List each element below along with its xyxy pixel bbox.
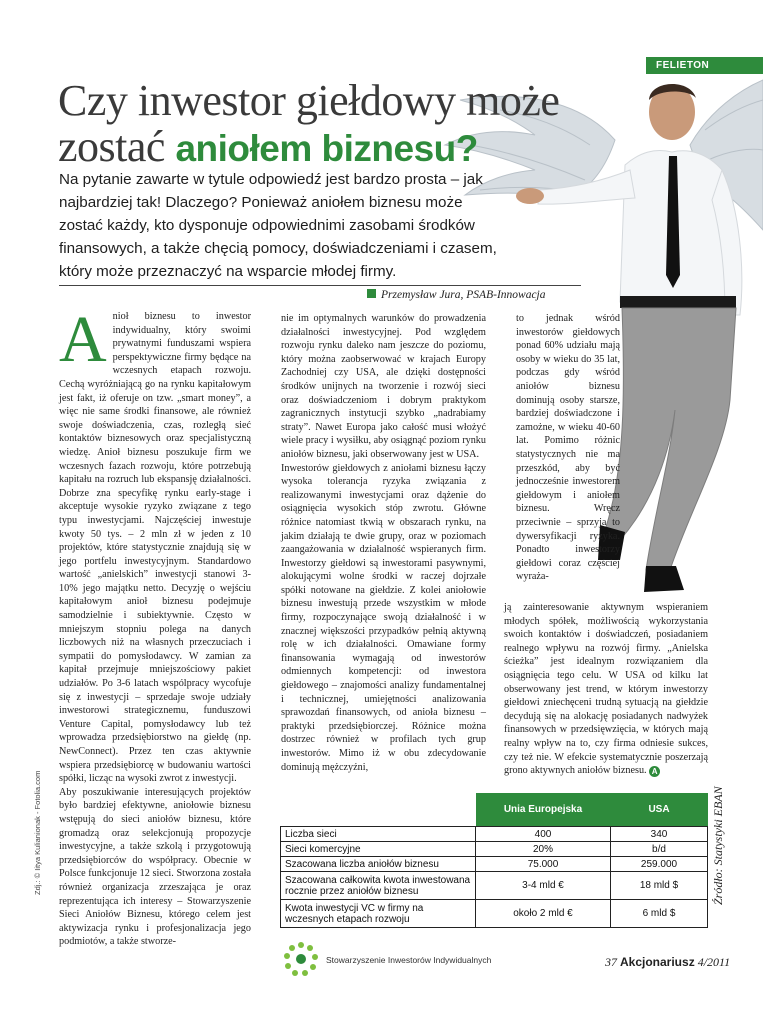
publication-name: Akcjonariusz (620, 955, 695, 969)
row-label: Szacowana całkowita kwota inwestowana rocznie przez aniołów biznesu (281, 872, 476, 900)
eu-value: 20% (476, 842, 611, 857)
article-title (58, 78, 578, 172)
row-label: Szacowana liczba aniołów biznesu (281, 857, 476, 872)
article-lead: Na pytanie zawarte w tytule odpowiedź jest bardzo prosta – jak najbardziej tak! Dlaczego? Ponieważ aniołem biznesu może zostać każdy, kto dysponuje odpowiednimi zasobami środków finansowych, a także chęcią pomocy, doświadczeniami i czasem, który może przeznaczyć na wsparcie młodej firmy. (59, 171, 497, 280)
table-header-blank (281, 793, 476, 827)
table-row (281, 842, 708, 857)
body-column-2 (281, 312, 486, 774)
end-mark-icon: A (649, 766, 660, 777)
body-column-3-bottom (504, 601, 708, 778)
sii-logo-icon (283, 941, 319, 977)
body-paragraph (59, 303, 251, 786)
section-tag: FELIETON (646, 57, 763, 74)
body-paragraph: Aby poszukiwanie interesujących projektów było bardziej efektywne, aniołowie biznesu wstępują do sieci aniołów biznesu, które gromadzą oraz selekcjonują propozycje inwestycyjne, a także szkolą i przygotowują przedsiębiorców do współpracy. Obecnie w Polsce funkcjonuje 12 sieci. Stworzona została również organizacja zrzeszająca je oraz reprezentująca ich interesy – Stowarzyszenie Sieci Aniołów Biznesu, którego celem jest aktywizacja rynku i profesjonalizacja jego podmiotów, a także stworze- (59, 786, 251, 948)
table-header-usa: USA (611, 793, 708, 827)
table-row (281, 900, 708, 928)
body-column-1 (59, 303, 251, 949)
page-number: 37 (605, 955, 617, 969)
table-header-eu: Unia Europejska (476, 793, 611, 827)
issue-number: 4/2011 (697, 955, 731, 969)
byline-square-icon (367, 289, 376, 298)
title-line-1: Czy inwestor giełdowy może (58, 76, 560, 125)
eu-value: 400 (476, 827, 611, 842)
usa-value: 340 (611, 827, 708, 842)
row-label: Kwota inwestycji VC w firmy na wczesnych etapach rozwoju (281, 900, 476, 928)
row-label: Sieci komercyjne (281, 842, 476, 857)
table-header-row (281, 793, 708, 827)
table-row (281, 827, 708, 842)
table-source: Źródło: Statystyki EBAN (711, 786, 725, 905)
usa-value: 6 mld $ (611, 900, 708, 928)
eu-value: 3-4 mld € (476, 872, 611, 900)
body-column-3-top: to jednak wśród inwestorów giełdowych ponad 60% udziału mają osoby w wieku do 35 lat, podczas gdy wśród aniołów biznesu dominują osoby starsze, bardziej doświadczone i zamożne, w wieku 40-60 lat. Pomimo różnic statystycznych nie ma przeszkód, aby być jednocześnie inwestorem giełdowym i aniołem biznesu. Wręcz przeciwnie – sprzyja to dywersyfikacji ryzyka. Ponadto inwestorzy giełdowi coraz częściej wyraża- (516, 313, 620, 583)
photo-credit: Zdj.: © Iitya Kulianionak - Fotolia.com (33, 770, 42, 895)
body-paragraph: Inwestorów giełdowych z aniołami biznesu łączy wysoka tolerancja ryzyka związania z realizowanymi inwestycjami oraz dążenie do osiągnięcia wysokich stóp zwrotu. Główne różnice natomiast tkwią w obszarach rynku, na jakim działają te dwie grupy, oraz w poziomach zaangażowania w działalność wspieranych firm. Inwestorzy giełdowi są inwestorami pasywnymi, alokującymi wolne środki w raczej dojrzałe spółki notowane na giełdzie. Z kolei aniołowie biznesu inwestują przede wszystkim w młode firmy, rozpoczynające swoją działalność i w znacznej większości przypadków pełnią aktywną rolę w ich działalności. Omawiane formy finansowania wymagają od inwestorów odmiennych kompetencji: od inwestora giełdowego – znajomości analizy fundamentalnej i technicznej, umiejętności analizowania sprawozdań finansowych, od anioła biznesu – praktyki przedsiębiorczej. Różnice można dostrzec również w profilach tych grup inwestorów. Mimo iż w obu zdecydowanie dominują mężczyźni, (281, 462, 486, 773)
usa-value: 259.000 (611, 857, 708, 872)
usa-value: b/d (611, 842, 708, 857)
lead-divider (59, 285, 581, 286)
paragraph-text: nioł biznesu to inwestor indywidualny, który swoimi prywatnymi funduszami wspiera perspektywiczne firmy będące na wczesnych etapach rozwoju. Cechą wyróżniającą go na rynku kapitałowym jest fakt, iż oferuje on tzw. „smart money”, a więc nie same środki finansowe, ale również swoje doświadczenia, czas, rozległą sieć kontaktów biznesowych oraz specjalistyczną wiedzę. Anioł biznesu poszukuje firm we wczesnych fazach rozwoju, które potrzebują kapitału na rozruch lub ekspansję działalności. Dobrze zna specyfikę rynku early-stage i akceptuje wysokie ryzyko związane z tego typu inwestycjami. Najczęściej inwestuje kwoty 50 tys. – 2 mln zł w jeden z 10 projektów, które statystycznie znajdują się w jego portfelu inwestycyjnym. Standardowo wartość „anielskich” inwestycji stanowi 3-10% jego majątku netto. Decyzję o wejściu kapitałowym anioł biznesu podejmuje samodzielnie i subiektywnie. Często w mniejszym stopniu polega na danych liczbowych niż na własnych przeczuciach i sympatii do pomysłodawcy. W zamian za kapitał przejmuje mniejszościowy pakiet udziałów. Po 3-6 latach wspólpracy wycofuje się z inwestycji – sprzedaje swoje udziały inwestorowi strategicznemu, funduszowi Venture Capital, pomysłodawcy lub też wprowadza przedsiębiorstwo na giełdę (np. NewConnect). Przez ten czas aktywnie wspiera przedsiębiorcę w budowaniu wartości spółki, licząc na wysoki zwrot z inwestycji. (59, 311, 251, 785)
stats-table (280, 793, 708, 928)
table-row (281, 872, 708, 900)
body-paragraph: nie im optymalnych warunków do prowadzenia działalności inwestycyjnej. Pod względem rozwoju rynku daleko nam jeszcze do poziomu, który można zaobserwować w krajach Europy Zachodniej czy USA, ale dzięki dostępności środków unijnych na tworzenie i rozwój sieci oraz doświadczeniom i dobrym praktykom zagranicznych instytucji szybko „nadrabiamy straty”. Nawet Europa jako całość musi włożyć wiele pracy i wysiłku, aby osiągnąć poziom rynku aniołów biznesu, jaki obserwowany jest w USA. (281, 313, 486, 460)
paragraph-text: ją zainteresowanie aktywnym wspieraniem młodych spółek, możliwością wykorzystania swoich kontaktów i doświadczeń, posiadaniem realnego wpływu na rozwój firmy. „Anielska ścieżka” jest idealnym rozwiązaniem dla osiągnięcia tego celu. W USA od kilku lat obserwowany jest trend, w którym inwestorzy giełdowi zniechęceni trudną sytuacją na giełdzie decydują się na alokację posiadanych nadwyżek finansowych w przedsięwzięcia, w których mają realny wpływ na to, czy firma odniesie sukces, czy też nie. W efekcie systematycznie poszerzają grono aktywnych aniołów biznesu. (504, 602, 708, 777)
title-plain: zostać (58, 122, 176, 171)
eu-value: około 2 mld € (476, 900, 611, 928)
table-row (281, 857, 708, 872)
usa-value: 18 mld $ (611, 872, 708, 900)
drop-cap: A (59, 303, 107, 376)
byline (367, 289, 546, 301)
footer-organization: Stowarzyszenie Inwestorów Indywidualnych (326, 955, 492, 965)
byline-author: Przemysław Jura, PSAB-Innowacja (381, 289, 546, 301)
title-highlight: aniołem biznesu? (175, 128, 478, 169)
eu-value: 75.000 (476, 857, 611, 872)
row-label: Liczba sieci (281, 827, 476, 842)
footer-page-info (605, 955, 730, 970)
title-line-2 (58, 124, 578, 172)
